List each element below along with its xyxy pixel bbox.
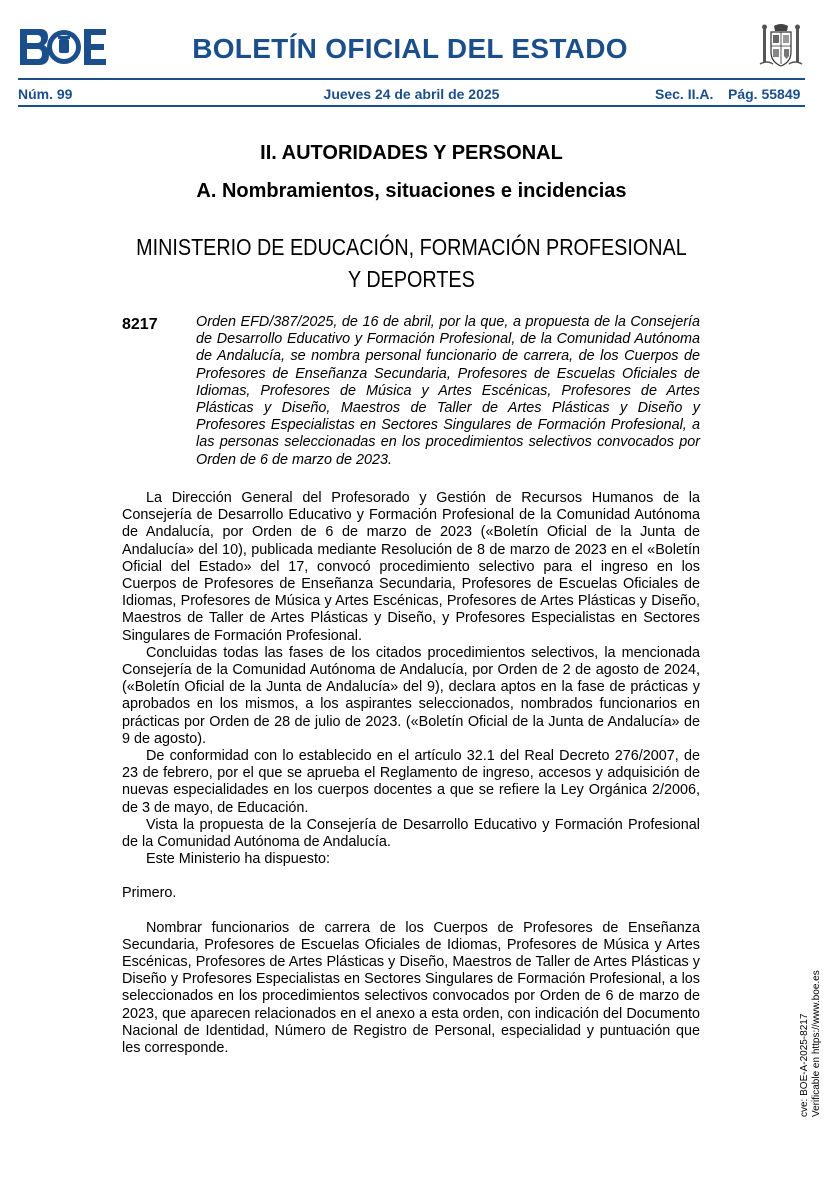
document-body (122, 490, 700, 1057)
body-paragraph-6: Nombrar funcionarios de carrera de los Cuerpos de Profesores de Enseñanza Secundaria, Profesores de Escuelas Oficiales de Idiomas, Profesores de Música y Artes Escénicas, Profesores de Artes Plásticas y Diseño, Maestros de Taller de Artes Plásticas y Diseño y Profesores Especialistas en Sectores Singulares de Formación Profesional, a los seleccionados en los procedimientos selectivos convocados por Orden de 6 de marzo de 2023, que aparecen relacionados en el anexo a esta orden, con indicación del Documento Nacional de Identidad, Número de Registro de Personal, especialidad y puntuación que les corresponde. (122, 919, 700, 1057)
coat-of-arms-icon (757, 22, 805, 72)
order-summary: Orden EFD/387/2025, de 16 de abril, por la que, a propuesta de la Consejería de Desarrollo Educativo y Formación Profesional, de la Comunidad Autónoma de Andalucía, se nombra personal funcionario de carrera, de los Cuerpos de Profesores de Enseñanza Secundaria, Profesores de Escuelas Oficiales de Idiomas, Profesores de Música y Artes Escénicas, Profesores de Artes Plásticas y Diseño, Maestros de Taller de Artes Plásticas y Diseño y Profesores Especialistas en Sectores Singulares de Formación Profesional, a las personas seleccionadas en los procedimientos selectivos convocados por Orden de 6 de marzo de 2023. (196, 314, 700, 468)
header-rule-top (18, 78, 805, 80)
page-number: Pág. 55849 (728, 86, 801, 102)
section-title: II. AUTORIDADES Y PERSONAL (260, 142, 563, 164)
body-paragraph-3: De conformidad con lo establecido en el artículo 32.1 del Real Decreto 276/2007, de 23 de febrero, por el que se aprueba el Reglamento de ingreso, accesos y adquisición de nuevas especialidades en los cuerpos docentes a que se refiere la Ley Orgánica 2/2006, de 3 de mayo, de Educación. (122, 748, 700, 816)
verify-url: Verificable en https://www.boe.es (811, 970, 822, 1117)
heading-primero: Primero. (122, 885, 177, 902)
ministry-name-line2: Y DEPORTES (348, 266, 475, 292)
section-code: Sec. II.A. (655, 86, 714, 102)
header-rule-bottom (18, 105, 805, 107)
order-number: 8217 (122, 316, 158, 333)
ministry-name-line1: MINISTERIO DE EDUCACIÓN, FORMACIÓN PROFESIONAL (136, 234, 687, 260)
boe-logo (18, 27, 108, 67)
gazette-title: BOLETÍN OFICIAL DEL ESTADO (192, 33, 628, 64)
body-paragraph-2: Concluidas todas las fases de los citados procedimientos selectivos, la mencionada Consejería de la Comunidad Autónoma de Andalucía, por Orden de 2 de agosto de 2024, («Boletín Oficial de la Junta de Andalucía» del 9), declara aptos en la fase de prácticas y aprobados en los mismos, a los aspirantes seleccionados, nombrados funcionarios en prácticas por Orden de 28 de julio de 2023. («Boletín Oficial de la Junta de Andalucía» de 9 de agosto). (122, 644, 700, 747)
verification-note (799, 970, 823, 1117)
issue-date: Jueves 24 de abril de 2025 (323, 86, 500, 102)
body-paragraph-4: Vista la propuesta de la Consejería de Desarrollo Educativo y Formación Profesional de la Comunidad Autónoma de Andalucía. (122, 816, 700, 851)
body-paragraph-1: La Dirección General del Profesorado y Gestión de Recursos Humanos de la Consejería de Desarrollo Educativo y Formación Profesional de la Comunidad Autónoma de Andalucía, por Orden de 6 de marzo de 2023 («Boletín Oficial de la Junta de Andalucía» del 10), publicada mediante Resolución de 8 de marzo de 2023 en el «Boletín Oficial del Estado» del 17, convocó procedimiento selectivo para el ingreso en los Cuerpos de Profesores de Enseñanza Secundaria, Profesores de Escuelas Oficiales de Idiomas, Profesores de Música y Artes Escénicas, Profesores de Artes Plásticas y Diseño, Maestros de Taller de Artes Plásticas y Diseño, y Profesores Especialistas en Sectores Singulares de Formación Profesional. (122, 490, 700, 644)
cve-code: cve: BOE-A-2025-8217 (799, 1013, 810, 1117)
issue-number: Núm. 99 (18, 86, 73, 102)
section-subtitle: A. Nombramientos, situaciones e incidencias (196, 180, 627, 202)
body-paragraph-5: Este Ministerio ha dispuesto: (146, 851, 330, 868)
